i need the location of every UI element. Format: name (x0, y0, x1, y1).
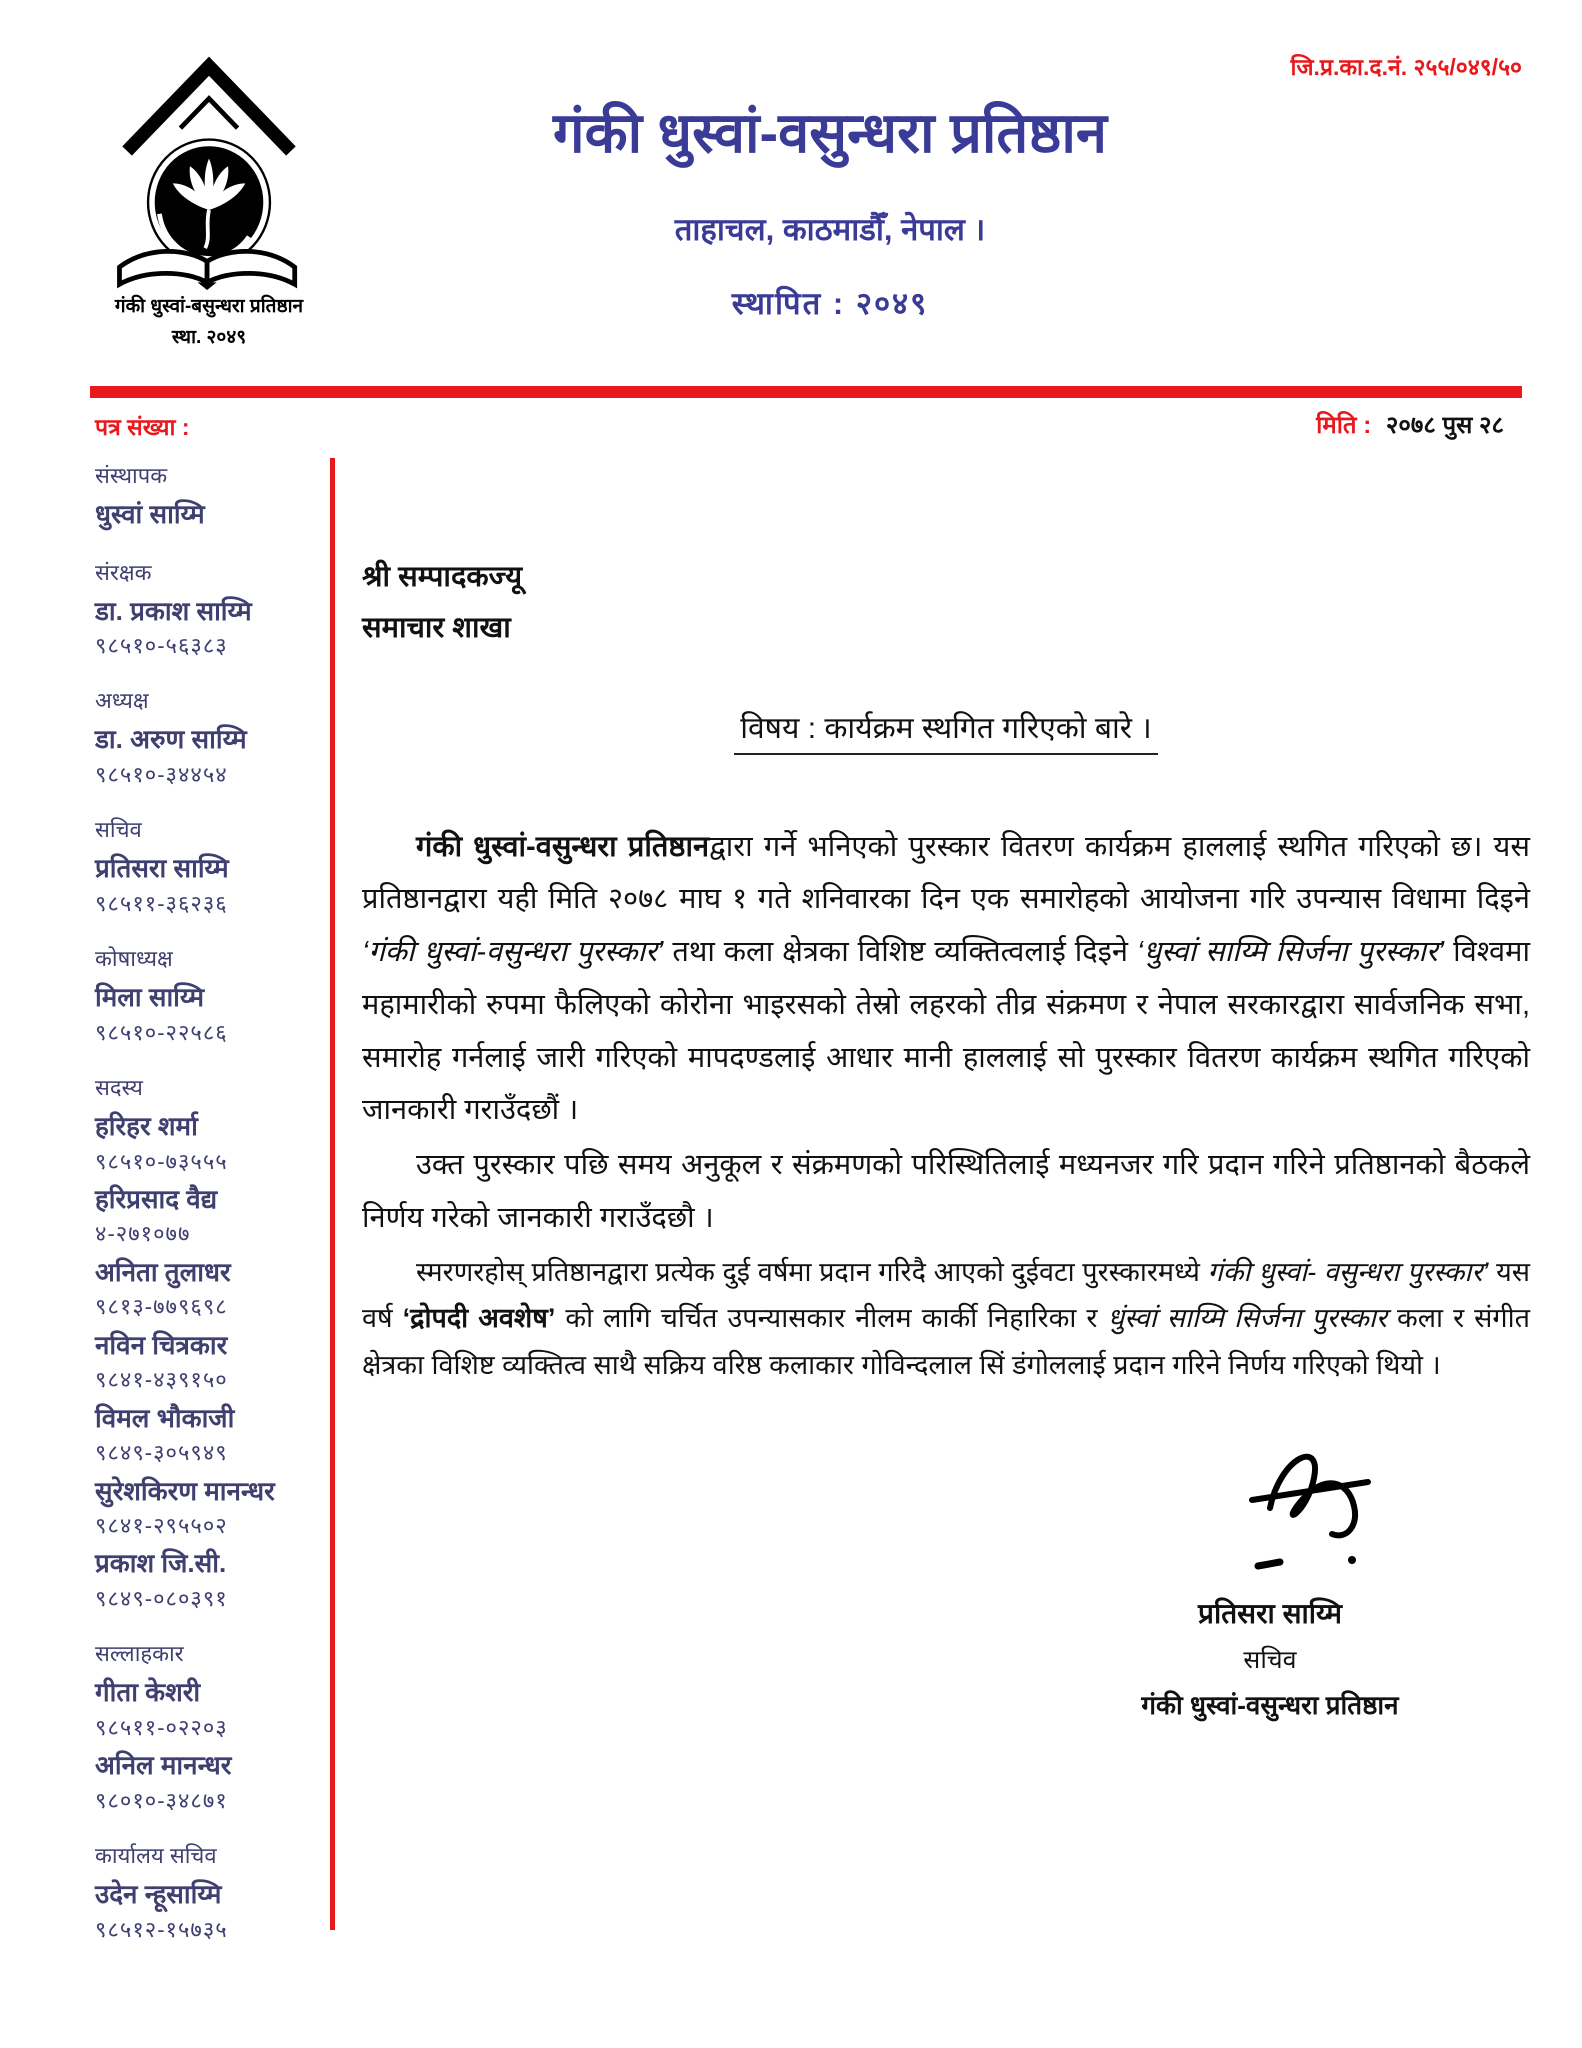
para2-text: उक्त पुरस्कार पछि समय अनुकूल र संक्रमणको परिस्थितिलाई मध्यनजर गरि प्रदान गरिने प्रतिष्ठानको बैठकले निर्णय गरेको जानकारी गराउँदछौ । (362, 1149, 1530, 1234)
person-phone: ९८५१०-२२५८६ (95, 1019, 228, 1045)
person-phone: ९८५१०-३४४५४ (95, 761, 228, 787)
handwritten-signature-icon (1240, 1430, 1420, 1580)
person-name: विमल भौकाजी (95, 1402, 235, 1433)
signatory-title: सचिव (1243, 1646, 1297, 1674)
person-phone: ९८५१०-५६३८३ (95, 633, 228, 658)
person-phone: ९८५१०-७३५५५ (95, 1148, 228, 1174)
letterhead-center (330, 98, 1330, 324)
signatory-name: प्रतिसरा साय्मि (1198, 1598, 1342, 1629)
signature-block (1040, 1430, 1500, 1722)
para1-text: द्वारा गर्ने भनिएको पुरस्कार वितरण कार्यक्रम हाललाई स्थगित गरिएको छ। यस प्रतिष्ठानद्वारा यही मिति २०७८ माघ १ गते शनिवारका दिन एक समारोहको आयोजना गरि उपन्यास विधामा दिइने (362, 830, 1530, 916)
novel-name-inline: ‘द्रोपदी अवशेष’ (402, 1303, 556, 1334)
para3-text: स्मरणरहोस् प्रतिष्ठानद्वारा प्रत्येक दुई वर्षमा प्रदान गरिदै आएको दुईवटा पुरस्कारमध्ये (416, 1256, 1208, 1287)
paragraph-2 (362, 1139, 1530, 1245)
recipient-line2: समाचार शाखा (362, 611, 511, 644)
paragraph-3 (362, 1249, 1530, 1388)
person-name: मिला साय्मि (95, 982, 204, 1013)
para3-text: को लागि चर्चित उपन्यासकार नीलम कार्की निहारिका र (555, 1303, 1108, 1334)
sidebar-section-advisors (95, 1638, 333, 1814)
person-name: हरिप्रसाद वैद्य (95, 1183, 218, 1214)
para1-text: विश्वमा महामारीको रुपमा फैलिएको कोरोना भाइरसको तेस्रो लहरको तीव्र संक्रमण र नेपाल सरकारद्वारा सार्वजनिक सभा, समारोह गर्नलाई जारी गरिएको मापदण्डलाई आधार मानी हाललाई सो पुरस्कार वितरण कार्यक्रम स्थगित गरिएको जानकारी गराउँदछौं । (362, 936, 1531, 1127)
person-phone: ९८५११-३६२३६ (95, 890, 228, 916)
lotus-book-roof-emblem-icon (104, 50, 314, 290)
person-name: अनिता तुलाधर (95, 1256, 231, 1287)
org-name-inline: गंकी धुस्वां-वसुन्धरा प्रतिष्ठान (416, 830, 710, 863)
letter-body (362, 552, 1530, 1388)
person-phone: ४-२७१०७७ (95, 1221, 191, 1247)
section-title: कार्यालय सचिव (95, 1843, 217, 1869)
section-title: सचिव (95, 817, 142, 843)
section-title: संस्थापक (95, 463, 168, 488)
section-title: संरक्षक (95, 559, 152, 585)
sidebar-divider-line (330, 458, 335, 1930)
person-phone: ९८०१०-३४८७१ (95, 1787, 228, 1813)
sidebar-section-patron (95, 557, 333, 660)
person-name: गीता केशरी (95, 1677, 201, 1708)
person-name: हरिहर शर्मा (95, 1111, 198, 1142)
subject-row (362, 706, 1530, 755)
recipient-line1: श्री सम्पादकज्यू (362, 561, 523, 593)
person-phone: ९८४९-०८०३९१ (95, 1585, 228, 1611)
signatory-org: गंकी धुस्वां-वसुन्धरा प्रतिष्ठान (1141, 1690, 1399, 1720)
sidebar-section-secretary (95, 814, 333, 917)
org-address: ताहाचल, काठमाडौँ, नेपाल । (674, 212, 986, 247)
person-name: सुरेशकिरण मानन्धर (95, 1475, 275, 1506)
sidebar-section-chairman (95, 685, 333, 788)
person-phone: ९८४१-४३९१५० (95, 1367, 228, 1393)
paragraph-1 (362, 821, 1530, 1138)
section-title: अध्यक्ष (95, 688, 149, 714)
person-name: उदेन न्हूसाय्मि (95, 1879, 222, 1910)
date-label: मिति : (1316, 412, 1372, 439)
sidebar-section-founder (95, 460, 333, 531)
award-name-inline: गंकी धुस्वां- वसुन्धरा पुरस्कार’ (1207, 1256, 1489, 1287)
person-name: नविन चित्रकार (95, 1329, 228, 1360)
section-title: सदस्य (95, 1075, 143, 1101)
person-name: धुस्वां साय्मि (95, 499, 205, 529)
section-title: सल्लाहकार (95, 1641, 184, 1667)
subject-line: विषय : कार्यक्रम स्थगित गरिएको बारे । (734, 706, 1158, 755)
org-name: गंकी धुस्वां-वसुन्धरा प्रतिष्ठान (553, 101, 1107, 164)
logo-caption-line2: स्था. २०४९ (171, 327, 247, 349)
award-name-inline: ‘गंकी धुस्वां-वसुन्धरा पुरस्कार’ (362, 936, 664, 969)
person-name: प्रतिसरा साय्मि (95, 853, 229, 884)
person-phone: ९८४१-२९५५०२ (95, 1513, 228, 1539)
header-divider-bar (90, 386, 1522, 398)
person-name: डा. प्रकाश साय्मि (95, 595, 252, 626)
person-phone: ९८५१२-१५७३५ (95, 1916, 228, 1942)
award-name-inline: ‘धुस्वां साय्मि सिर्जना पुरस्कार’ (1136, 936, 1445, 969)
person-name: डा. अरुण साय्मि (95, 724, 247, 755)
registration-number: जि.प्र.का.द.नं. २५५/०४९/५० (1290, 54, 1522, 80)
person-phone: ९८१३-७७९६९८ (95, 1294, 228, 1320)
person-phone: ९८५११-०२२०३ (95, 1714, 228, 1740)
section-title: कोषाध्यक्ष (95, 946, 173, 972)
award-name-inline: धुंस्वां साय्मि सिर्जना पुरस्कार (1107, 1303, 1387, 1334)
person-name: अनिल मानन्धर (95, 1750, 232, 1781)
letter-number-label: पत्र संख्या : (95, 414, 190, 440)
para3-text: कला र संगीत क्षेत्रका विशिष्ट व्यक्तित्व साथै सक्रिय वरिष्ठ कलाकार गोविन्दलाल सिं डंगोललाई प्रदान गरिने निर्णय गरिएको थियो । (362, 1303, 1531, 1380)
date-line (1316, 408, 1504, 441)
officials-sidebar (95, 460, 333, 1969)
sidebar-section-treasurer (95, 943, 333, 1046)
person-phone: ९८४९-३०५९४९ (95, 1440, 228, 1466)
logo-caption-line1: गंकी धुस्वां-बसुन्धरा प्रतिष्ठान (114, 296, 304, 317)
recipient-block (362, 552, 1530, 654)
para1-text: तथा कला क्षेत्रका विशिष्ट व्यक्तित्वलाई दिइने (663, 936, 1137, 969)
person-name: प्रकाश जि.सी. (95, 1548, 227, 1579)
sidebar-section-members (95, 1072, 333, 1612)
sidebar-section-office-secretary (95, 1840, 333, 1943)
para3-text: यस वर्ष (362, 1256, 1530, 1334)
date-value: २०७८ पुस २८ (1385, 412, 1504, 439)
org-logo-block (84, 50, 334, 353)
org-established: स्थापित : २०४९ (731, 286, 929, 321)
